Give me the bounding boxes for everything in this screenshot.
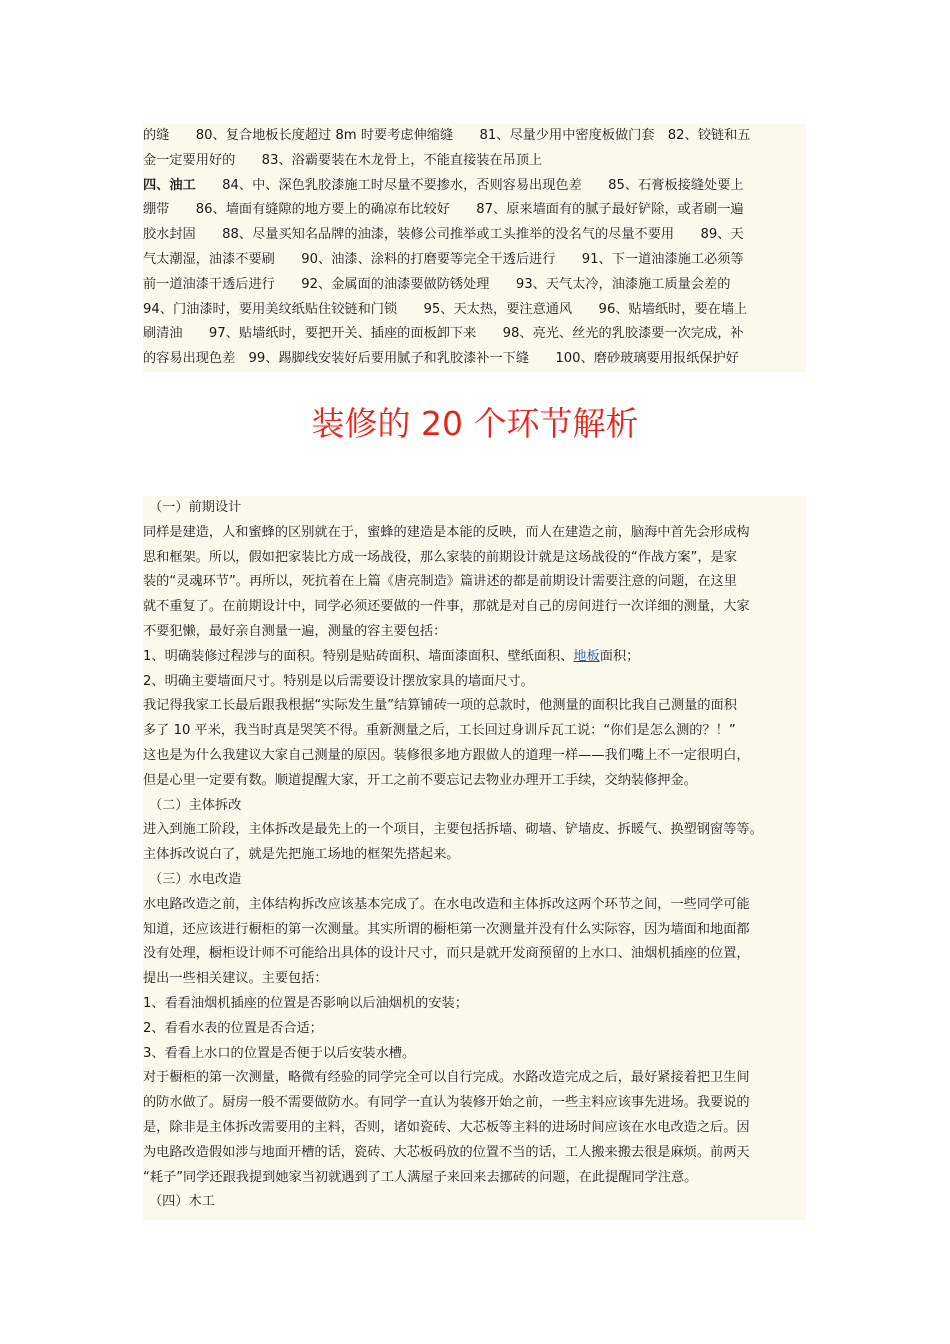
paragraph-text: 面积；	[599, 648, 640, 664]
paragraph-line: 知道，还应该进行橱柜的第一次测量。其实所谓的橱柜第一次测量并没有什么实际容，因为墙面和地面都	[143, 921, 750, 937]
paragraph-line: 的防水做了。厨房一般不需要做防水。有同学一直认为装修开始之前，一些主料应该事先进场。我要说的	[143, 1095, 750, 1111]
tips-line: 气太潮湿，油漆不要刷 90、油漆、涂料的打磨要等完全干透后进行 91、下一道油漆施工必须等	[143, 251, 744, 267]
section-heading: （三）水电改造	[149, 871, 242, 887]
paragraph-line: 水电路改造之前，主体结构拆改应该基本完成了。在水电改造和主体拆改这两个环节之间，一些同学可能	[143, 896, 750, 912]
section-heading: （四）木工	[149, 1194, 215, 1210]
paragraph-line: 多了 10 平米，我当时真是哭笑不得。重新测量之后，工长回过身训斥瓦工说：“你们是怎么测的？！”	[143, 723, 736, 739]
paragraph-line: 没有处理，橱柜设计师不可能给出具体的设计尺寸，而只是就开发商预留的上水口、油烟机插座的位置，	[143, 946, 750, 962]
paragraph-line: 就不重复了。在前期设计中，同学必须还要做的一件事，那就是对自己的房间进行一次详细的测量，大家	[143, 599, 750, 615]
tips-line: 金一定要用好的 83、浴霸要装在木龙骨上，不能直接装在吊顶上	[143, 152, 543, 168]
section-heading-painter: 四、油工	[143, 177, 196, 193]
paragraph-line: 但是心里一定要有数。顺道提醒大家，开工之前不要忘记去物业办理开工手续，交纳装修押金。	[143, 772, 697, 788]
paragraph-line: 我记得我家工长最后跟我根据“实际发生量”结算铺砖一项的总款时，他测量的面积比我自己测量的面积	[143, 698, 737, 714]
section-heading: （二）主体拆改	[149, 797, 242, 813]
floor-link[interactable]: 地板	[573, 648, 600, 664]
tips-line: 胶水封固 88、尽量买知名品牌的油漆，装修公司推举或工头推举的没名气的尽量不要用 89、天	[143, 227, 744, 243]
paragraph-text: 1、明确装修过程涉与的面积。特别是贴砖面积、墙面漆面积、壁纸面积、	[143, 648, 574, 664]
paragraph-line: “耗子”同学还跟我提到她家当初就遇到了工人满屋子来回来去挪砖的问题，在此提醒同学注意。	[143, 1169, 698, 1185]
paragraph-line: 3、看看上水口的位置是否便于以后安装水槽。	[143, 1045, 416, 1061]
page-title: 装修的 20 个环节解析	[311, 404, 639, 443]
paragraph-line: 进入到施工阶段，主体拆改是最先上的一个项目，主要包括拆墙、砌墙、铲墙皮、拆暖气、换塑钢窗等等。	[143, 822, 763, 838]
tips-line: 绷带 86、墙面有缝隙的地方要上的确凉布比较好 87、原来墙面有的腻子最好铲除，或者刷一遍	[143, 202, 744, 218]
paragraph-line: 主体拆改说白了，就是先把施工场地的框架先搭起来。	[143, 847, 460, 863]
paragraph-line: 是，除非是主体拆改需要用的主料，否则，诸如瓷砖、大芯板等主料的进场时间应该在水电改造之后。因	[143, 1119, 750, 1135]
article-body	[143, 496, 806, 1220]
tips-line: 的容易出现色差 99、踢脚线安装好后要用腻子和乳胶漆补一下缝 100、磨砂玻璃要用报纸保护好	[143, 351, 739, 367]
paragraph-line: 思和框架。所以，假如把家装比方成一场战役，那么家装的前期设计就是这场战役的“作战方案”，是家	[143, 549, 737, 565]
section-heading: （一）前期设计	[149, 500, 242, 515]
tips-line: 刷清油 97、贴墙纸时，要把开关、插座的面板卸下来 98、亮光、丝光的乳胶漆要一次完成，补	[143, 326, 744, 342]
paragraph-line: 这也是为什么我建议大家自己测量的原因。装修很多地方跟做人的道理一样——我们嘴上不一定很明白，	[143, 747, 750, 763]
paragraph-line: 为电路改造假如涉与地面开槽的话，瓷砖、大芯板码放的位置不当的话，工人搬来搬去很是麻烦。前两天	[143, 1144, 750, 1160]
tips-line: 前一道油漆干透后进行 92、金属面的油漆要做防锈处理 93、天气太冷，油漆施工质量会差的	[143, 276, 731, 292]
paragraph-line	[143, 645, 806, 670]
tips-line: 的缝 80、复合地板长度超过 8m 时要考虑伸缩缝 81、尽量少用中密度板做门套 82、铰链和五	[143, 128, 751, 143]
paragraph-line: 2、看看水表的位置是否合适；	[143, 1020, 323, 1036]
tips-list-block	[143, 124, 806, 372]
paragraph-line: 1、看看油烟机插座的位置是否影响以后油烟机的安装；	[143, 995, 468, 1011]
paragraph-line: 同样是建造，人和蜜蜂的区别就在于，蜜蜂的建造是本能的反映，而人在建造之前，脑海中首先会形成构	[143, 524, 750, 540]
tips-text: 84、中、深色乳胶漆施工时尽量不要掺水，否则容易出现色差 85、石膏板接缝处要上	[195, 177, 744, 193]
tips-line: 94、门油漆时，要用美纹纸贴住铰链和门锁 95、天太热，要注意通风 96、贴墙纸时，要在墙上	[143, 301, 748, 317]
paragraph-line: 对于橱柜的第一次测量，略微有经验的同学完全可以自行完成。水路改造完成之后，最好紧接着把卫生间	[143, 1070, 750, 1086]
paragraph-line: 不要犯懒，最好亲自测量一遍，测量的容主要包括：	[143, 623, 447, 639]
tips-line	[143, 174, 806, 199]
paragraph-line: 装的“灵魂环节”。再所以，死抗着在上篇《唐亮制造》篇讲述的都是前期设计需要注意的问题，在这里	[143, 574, 737, 590]
paragraph-line: 提出一些相关建议。主要包括：	[143, 971, 328, 987]
paragraph-line: 2、明确主要墙面尺寸。特别是以后需要设计摆放家具的墙面尺寸。	[143, 673, 534, 689]
